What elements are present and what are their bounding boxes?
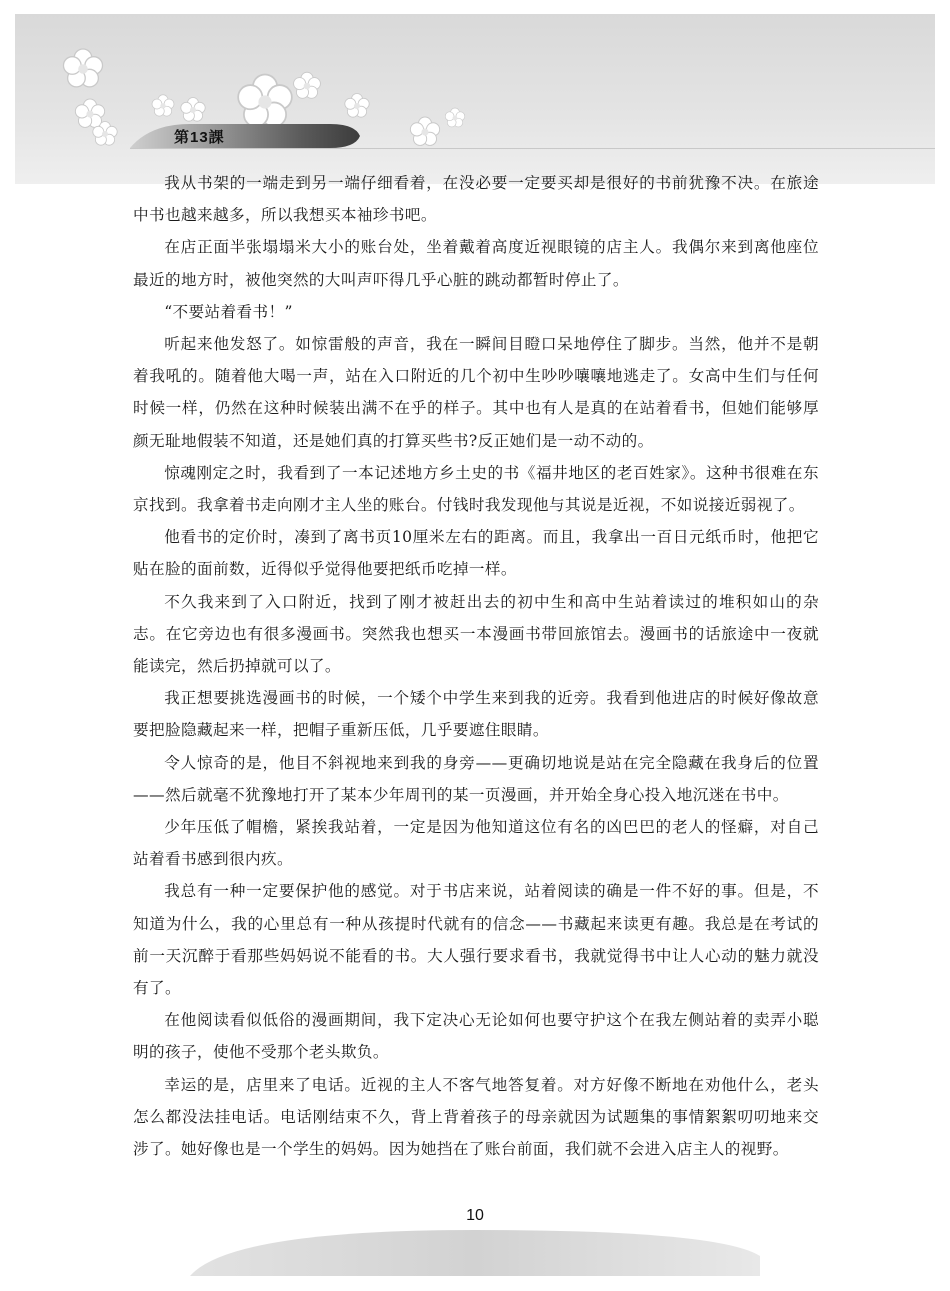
- footer-arc-decoration: [190, 1226, 760, 1276]
- lesson-label: 第13課: [174, 129, 225, 146]
- paragraph: 在店正面半张塌塌米大小的账台处，坐着戴着高度近视眼镜的店主人。我偶尔来到离他座位最近的地方时，被他突然的大叫声吓得几乎心脏的跳动都暂时停止了。: [133, 238, 819, 289]
- paragraph: 我正想要挑选漫画书的时候，一个矮个中学生来到我的近旁。我看到他进店的时候好像故意要把脸隐藏起来一样，把帽子重新压低，几乎要遮住眼睛。: [133, 689, 819, 740]
- body-text: [133, 167, 819, 1165]
- flower-pattern-decoration: [15, 14, 535, 184]
- paragraph: 令人惊奇的是，他目不斜视地来到我的身旁——更确切地说是站在完全隐藏在我身后的位置——然后就毫不犹豫地打开了某本少年周刊的某一页漫画，并开始全身心投入地沉迷在书中。: [133, 753, 819, 804]
- paragraph: 听起来他发怒了。如惊雷般的声音，我在一瞬间目瞪口呆地停住了脚步。当然，他并不是朝着我吼的。随着他大喝一声，站在入口附近的几个初中生吵吵嚷嚷地逃走了。女高中生们与任何时候一样，仍然在这种时候装出满不在乎的样子。其中也有人是真的在站着看书，但她们能够厚颜无耻地假装不知道，还是她们真的打算买些书?反正她们是一动不动的。: [133, 335, 819, 450]
- paragraph: 在他阅读看似低俗的漫画期间，我下定决心无论如何也要守护这个在我左侧站着的卖弄小聪明的孩子，使他不受那个老头欺负。: [133, 1011, 819, 1062]
- paragraph: 我总有一种一定要保护他的感觉。对于书店来说，站着阅读的确是一件不好的事。但是，不知道为什么，我的心里总有一种从孩提时代就有的信念——书藏起来读更有趣。我总是在考试的前一天沉醉于看那些妈妈说不能看的书。大人强行要求看书，我就觉得书中让人心动的魅力就没有了。: [133, 882, 819, 998]
- paragraph: “不要站着看书！”: [164, 302, 293, 321]
- paragraph: 不久我来到了入口附近，找到了刚才被赶出去的初中生和高中生站着读过的堆积如山的杂志。在它旁边也有很多漫画书。突然我也想买一本漫画书带回旅馆去。漫画书的话旅途中一夜就能读完，然后扔掉就可以了。: [133, 592, 819, 676]
- lesson-tab-background: [130, 122, 360, 150]
- paragraph: 少年压低了帽檐，紧挨我站着，一定是因为他知道这位有名的凶巴巴的老人的怪癖，对自己站着看书感到很内疚。: [133, 818, 819, 869]
- paragraph: 惊魂刚定之时，我看到了一本记述地方乡土史的书《福井地区的老百姓家》。这种书很难在东京找到。我拿着书走向刚才主人坐的账台。付钱时我发现他与其说是近视，不如说接近弱视了。: [133, 463, 819, 515]
- header-rule: [130, 148, 935, 149]
- paragraph: 我从书架的一端走到另一端仔细看着，在没必要一定要买却是很好的书前犹豫不决。在旅途中书也越来越多，所以我想买本袖珍书吧。: [133, 174, 819, 225]
- paragraph: 他看书的定价时，凑到了离书页10厘米左右的距离。而且，我拿出一百日元纸币时，他把它贴在脸的面前数，近得似乎觉得他要把纸币吃掉一样。: [133, 528, 819, 579]
- paragraph: 幸运的是，店里来了电话。近视的主人不客气地答复着。对方好像不断地在劝他什么，老头怎么都没法挂电话。电话刚结束不久，背上背着孩子的母亲就因为试题集的事情絮絮叨叨地来交涉了。她好像也是一个学生的妈妈。因为她挡在了账台前面，我们就不会进入店主人的视野。: [133, 1075, 819, 1159]
- page-number: 10: [466, 1207, 484, 1224]
